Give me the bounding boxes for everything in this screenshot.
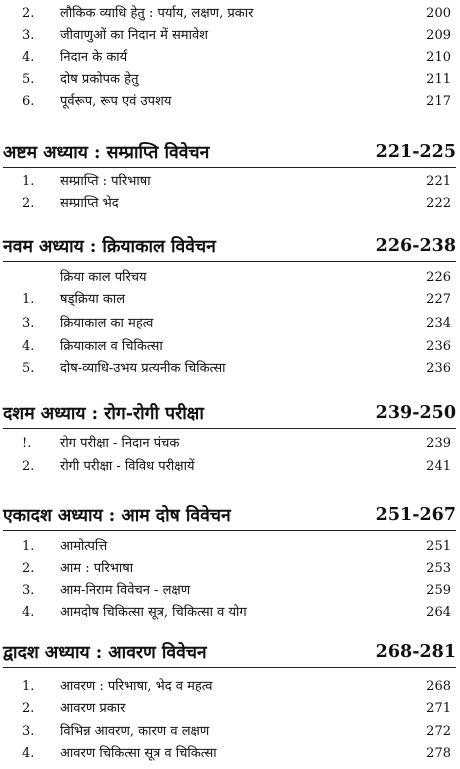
chapter-pages: 268-281 <box>375 642 456 662</box>
item-page: 222 <box>426 196 451 211</box>
item-title: क्रियाकाल व चिकित्सा <box>60 339 163 354</box>
item-number: 3. <box>22 724 35 739</box>
list-item <box>0 69 460 91</box>
item-number: 4. <box>22 605 35 620</box>
item-number: 3. <box>22 316 35 331</box>
item-page: 278 <box>426 746 451 761</box>
divider <box>3 667 456 668</box>
item-page: 236 <box>426 361 451 376</box>
item-title: रोगी परीक्षा - विविध परीक्षायें <box>60 459 195 474</box>
item-title: दोष प्रकोपक हेतु <box>60 72 139 87</box>
item-page: 271 <box>426 701 451 716</box>
item-number: 2. <box>22 701 35 716</box>
chapter-pages: 239-250 <box>375 403 456 423</box>
item-page: 210 <box>426 50 451 65</box>
item-page: 272 <box>426 724 451 739</box>
list-item <box>0 698 460 720</box>
item-title: निदान के कार्य <box>60 50 128 65</box>
item-title: आवरण चिकित्सा सूत्र व चिकित्सा <box>60 746 217 761</box>
item-number: 1. <box>22 174 35 189</box>
divider <box>3 167 456 168</box>
item-title: आमोत्पत्ति <box>60 539 108 554</box>
item-title: पूर्वरूप, रूप एवं उपशय <box>60 94 172 109</box>
item-page: 221 <box>426 174 451 189</box>
item-number: 2. <box>22 196 35 211</box>
item-page: 268 <box>426 679 451 694</box>
item-number: 5. <box>22 361 35 376</box>
divider <box>3 261 456 262</box>
item-number: 3. <box>22 583 35 598</box>
chapter-heading <box>3 637 456 667</box>
item-title: रोग परीक्षा - निदान पंचक <box>60 436 180 451</box>
item-number: 3. <box>22 28 35 43</box>
list-item <box>0 358 460 380</box>
item-title: विभिन्न आवरण, कारण व लक्षण <box>60 724 210 739</box>
list-item <box>0 558 460 580</box>
list-item <box>0 267 460 289</box>
list-item <box>0 580 460 602</box>
item-page: 227 <box>426 292 451 307</box>
divider <box>3 530 456 531</box>
list-item <box>0 3 460 25</box>
item-title: लौकिक व्याधि हेतु : पर्याय, लक्षण, प्रकार <box>60 6 254 21</box>
chapter-title: नवम अध्याय : क्रियाकाल विवेचन <box>3 237 216 257</box>
list-item <box>0 433 460 455</box>
item-title: आवरण प्रकार <box>60 701 126 716</box>
item-title: सम्प्राप्ति : परिभाषा <box>60 174 151 189</box>
item-page: 253 <box>426 561 451 576</box>
item-title: आम-निराम विवेचन - लक्षण <box>60 583 191 598</box>
chapter-title: एकादश अध्याय : आम दोष विवेचन <box>3 506 231 526</box>
chapter-heading <box>3 231 456 261</box>
list-item <box>0 721 460 743</box>
item-number: 2. <box>22 459 35 474</box>
item-page: 259 <box>426 583 451 598</box>
item-page: 236 <box>426 339 451 354</box>
chapter-title: द्वादश अध्याय : आवरण विवेचन <box>3 643 207 663</box>
item-number: 2. <box>22 6 35 21</box>
item-page: 211 <box>426 72 451 87</box>
item-number: 6. <box>22 94 35 109</box>
item-number: !. <box>22 436 32 451</box>
list-item <box>0 171 460 193</box>
item-number: 1. <box>22 679 35 694</box>
list-item <box>0 676 460 698</box>
item-number: 4. <box>22 746 35 761</box>
list-item <box>0 743 460 765</box>
item-number: 2. <box>22 561 35 576</box>
list-item <box>0 536 460 558</box>
item-page: 234 <box>426 316 451 331</box>
list-item <box>0 313 460 335</box>
chapter-pages: 221-225 <box>375 142 456 162</box>
item-page: 239 <box>426 436 451 451</box>
item-number: 1. <box>22 539 35 554</box>
list-item <box>0 602 460 624</box>
item-page: 251 <box>426 539 451 554</box>
item-title: आम : परिभाषा <box>60 561 134 576</box>
item-number: 1. <box>22 292 35 307</box>
list-item <box>0 193 460 215</box>
list-item <box>0 289 460 311</box>
list-item <box>0 25 460 47</box>
chapter-heading <box>3 398 456 428</box>
item-title: जीवाणुओं का निदान में समावेश <box>60 28 209 43</box>
chapter-heading <box>3 137 456 167</box>
chapter-title: दशम अध्याय : रोग-रोगी परीक्षा <box>3 404 204 424</box>
chapter-heading <box>3 500 456 530</box>
item-number: 5. <box>22 72 35 87</box>
divider <box>3 428 456 429</box>
item-number: 4. <box>22 50 35 65</box>
chapter-pages: 226-238 <box>375 236 456 256</box>
item-page: 209 <box>426 28 451 43</box>
item-title: आवरण : परिभाषा, भेद व महत्व <box>60 679 213 694</box>
item-title: क्रियाकाल का महत्व <box>60 316 154 331</box>
list-item <box>0 47 460 69</box>
list-item <box>0 336 460 358</box>
item-page: 200 <box>426 6 451 21</box>
item-page: 264 <box>426 605 451 620</box>
item-title: आमदोष चिकित्सा सूत्र, चिकित्सा व योग <box>60 605 247 620</box>
item-number: 4. <box>22 339 35 354</box>
item-page: 241 <box>426 459 451 474</box>
list-item <box>0 91 460 113</box>
item-page: 226 <box>426 270 451 285</box>
chapter-pages: 251-267 <box>375 505 456 525</box>
item-page: 217 <box>426 94 451 109</box>
item-title: सम्प्राप्ति भेद <box>60 196 119 211</box>
item-title: क्रिया काल परिचय <box>60 270 147 285</box>
chapter-title: अष्टम अध्याय : सम्प्राप्ति विवेचन <box>3 143 210 163</box>
list-item <box>0 456 460 478</box>
item-title: षड्क्रिया काल <box>60 292 126 307</box>
item-title: दोष-व्याधि-उभय प्रत्यनीक चिकित्सा <box>60 361 226 376</box>
